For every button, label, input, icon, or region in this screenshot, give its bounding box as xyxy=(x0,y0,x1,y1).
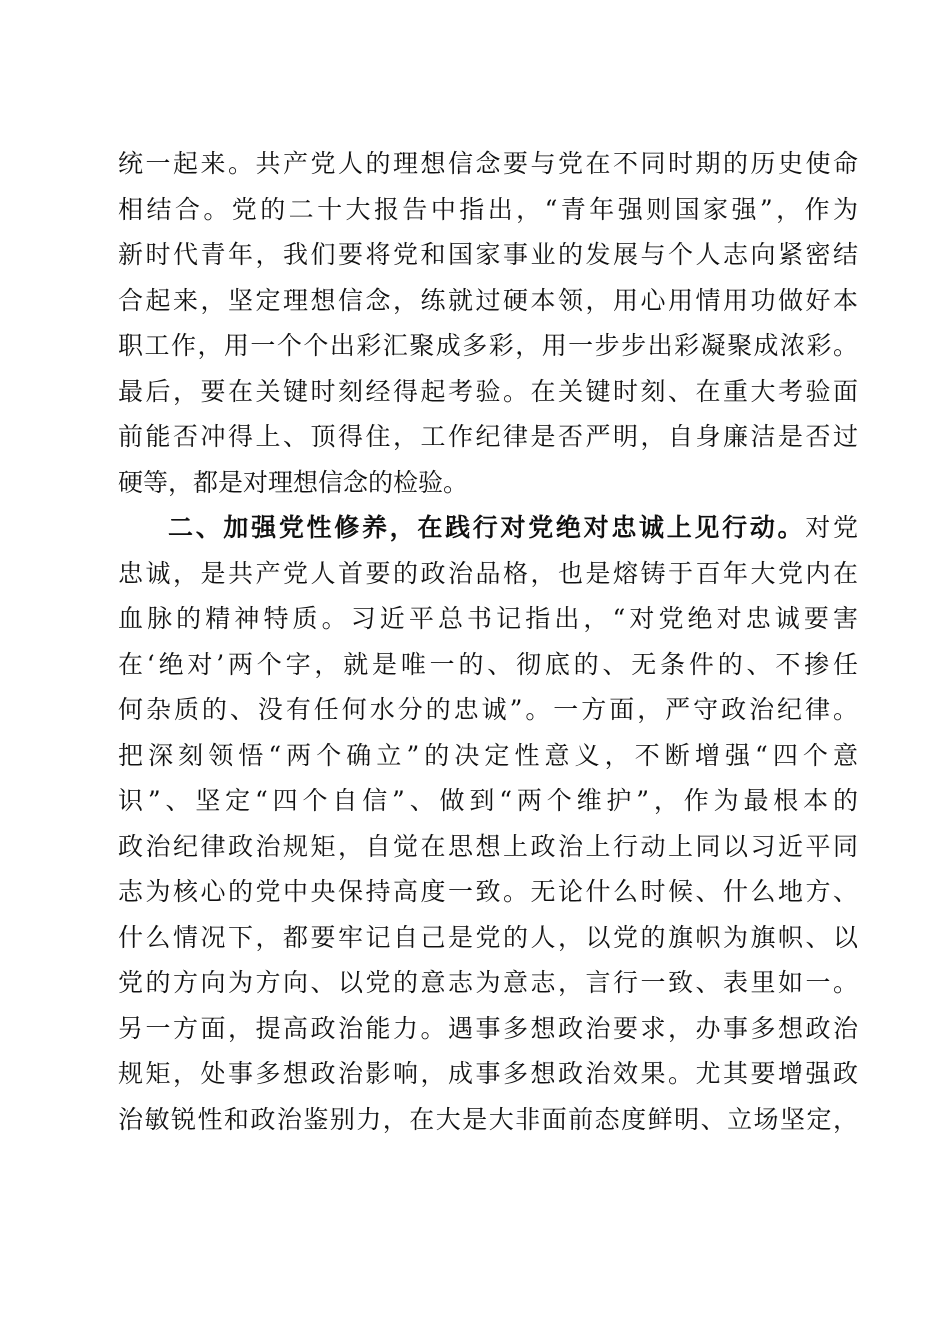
text-line: 政治纪律政治规矩，自觉在思想上政治上行动上同以习近平同 xyxy=(118,831,858,861)
text-line: 职工作，用一个个出彩汇聚成多彩，用一步步出彩凝聚成浓彩。 xyxy=(118,331,858,360)
body-text xyxy=(118,141,858,1142)
heading-line-rest: 对党 xyxy=(805,513,858,542)
text-line: 统一起来。共产党人的理想信念要与党在不同时期的历史使命 xyxy=(118,149,858,178)
text-line: 何杂质的、没有任何水分的忠诚”。一方面，严守政治纪律。 xyxy=(118,695,858,724)
text-line: 什么情况下，都要牢记自己是党的人，以党的旗帜为旗帜、以 xyxy=(118,922,858,952)
text-line: 识”、坚定“四个自信”、做到“两个维护”，作为最根本的 xyxy=(118,786,858,815)
paragraph-1 xyxy=(118,141,858,505)
text-line: 新时代青年，我们要将党和国家事业的发展与个人志向紧密结 xyxy=(118,240,858,269)
text-line: 相结合。党的二十大报告中指出，“青年强则国家强”，作为 xyxy=(118,194,858,224)
text-line: 党的方向为方向、以党的意志为意志，言行一致、表里如一。 xyxy=(118,968,858,997)
text-line: 前能否冲得上、顶得住，工作纪律是否严明，自身廉洁是否过 xyxy=(118,422,858,451)
text-line: 最后，要在关键时刻经得起考验。在关键时刻、在重大考验面 xyxy=(118,376,858,406)
text-line: 在‘绝对’两个字，就是唯一的、彻底的、无条件的、不掺任 xyxy=(118,649,858,679)
section-heading: 二、加强党性修养，在践行对党绝对忠诚上见行动。 xyxy=(168,513,806,542)
section-heading-line xyxy=(118,505,858,551)
text-line: 另一方面，提高政治能力。遇事多想政治要求，办事多想政治 xyxy=(118,1013,858,1043)
text-line: 合起来，坚定理想信念，练就过硬本领，用心用情用功做好本 xyxy=(118,285,858,315)
text-line: 志为核心的党中央保持高度一致。无论什么时候、什么地方、 xyxy=(118,877,858,906)
text-line: 硬等，都是对理想信念的检验。 xyxy=(118,467,469,497)
paragraph-2 xyxy=(118,505,858,1142)
text-line: 规矩，处事多想政治影响，成事多想政治效果。尤其要增强政 xyxy=(118,1059,858,1088)
text-line: 把深刻领悟“两个确立”的决定性意义，不断增强“四个意 xyxy=(118,740,858,770)
text-line: 治敏锐性和政治鉴别力，在大是大非面前态度鲜明、立场坚定， xyxy=(118,1104,858,1134)
text-line: 血脉的精神特质。习近平总书记指出，“对党绝对忠诚要害 xyxy=(118,604,858,633)
text-line: 忠诚，是共产党人首要的政治品格，也是熔铸于百年大党内在 xyxy=(118,558,858,588)
